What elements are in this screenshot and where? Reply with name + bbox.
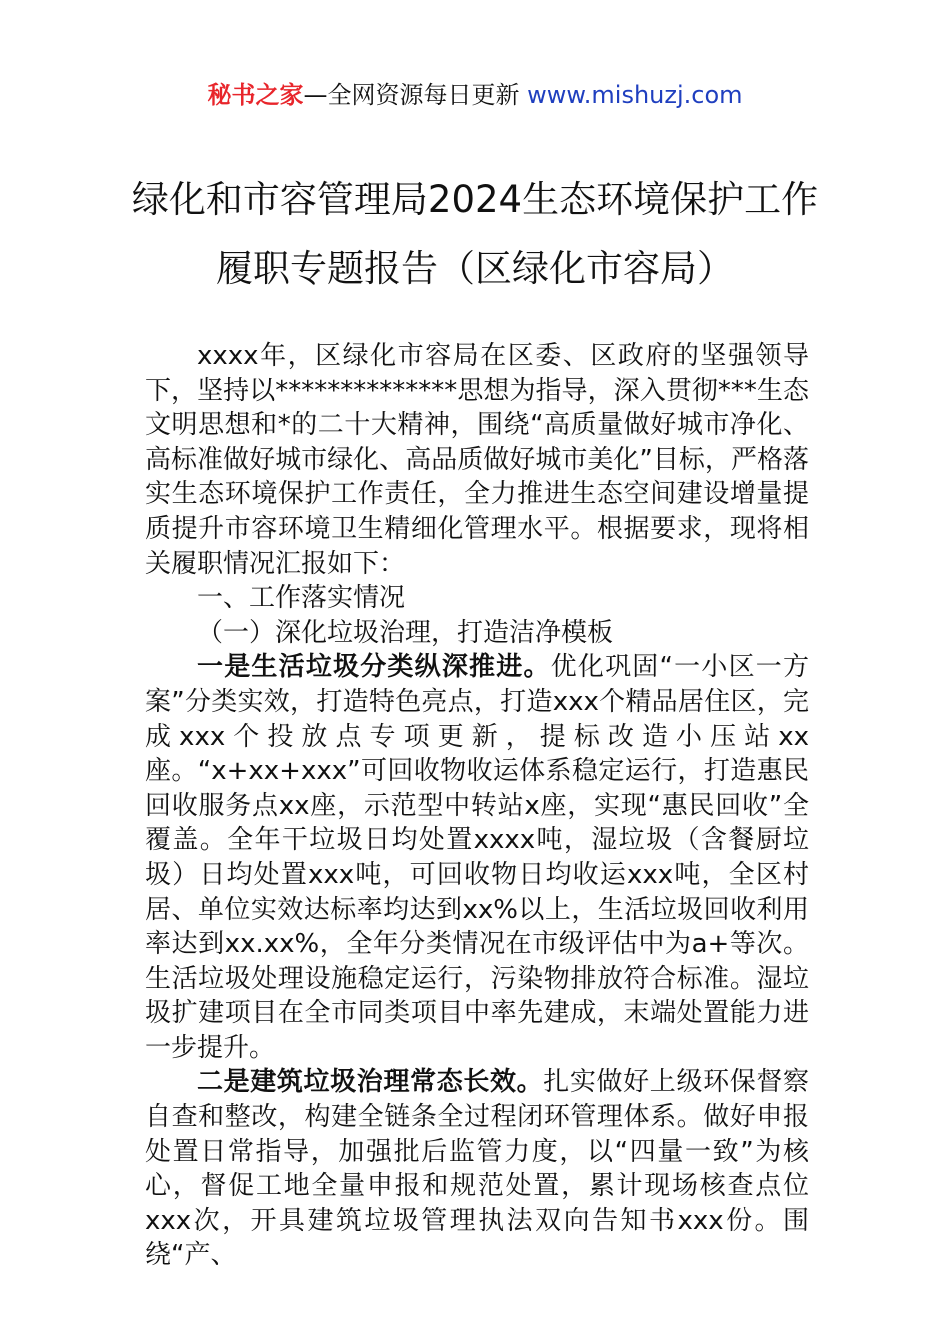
site-header [0, 78, 950, 112]
intro-paragraph: xxxx年，区绿化市容局在区委、区政府的坚强领导下，坚持以**************思想为指导，深入贯彻***生态文明思想和*的二十大精神，围绕“高质量做好城市净化、高标准做好城市绿化、高品质做好城市美化”目标，严格落实生态环境保护工作责任，全力推进生态空间建设增量提质提升市容环境卫生精细化管理水平。根据要求，现将相关履职情况汇报如下： [145, 341, 809, 579]
header-slogan: —全网资源每日更新 [303, 81, 528, 109]
item-2-text: 扎实做好上级环保督察自查和整改，构建全链条全过程闭环管理体系。做好申报处置日常指导，加强批后监管力度，以“四量一致”为核心，督促工地全量申报和规范处置，累计现场核查点位xxx次，开具建筑垃圾管理执法双向告知书xxx份。围绕“产、 [145, 1067, 809, 1271]
brand-name: 秘书之家 [207, 81, 304, 109]
item-1-paragraph [145, 650, 809, 1065]
document-body [145, 339, 809, 1273]
item-2-paragraph [145, 1065, 809, 1273]
section-heading-1: 一、工作落实情况 [197, 583, 406, 614]
item-1-lead: 一是生活垃圾分类纵深推进。 [197, 652, 551, 683]
document-title-line-1: 绿化和市容管理局2024生态环境保护工作 [131, 178, 819, 221]
item-1-text: 优化巩固“一小区一方案”分类实效，打造特色亮点，打造xxx个精品居住区，完成xxx个投放点专项更新，提标改造小压站xx座。“x+xx+xxx”可回收物收运体系稳定运行，打造惠民回收服务点xx座，示范型中转站x座，实现“惠民回收”全覆盖。全年干垃圾日均处置xxxx吨，湿垃圾（含餐厨垃圾）日均处置xxx吨，可回收物日均收运xxx吨，全区村居、单位实效达标率均达到xx%以上，生活垃圾回收利用率达到xx.xx%，全年分类情况在市级评估中为a+等次。生活垃圾处理设施稳定运行，污染物排放符合标准。湿垃圾扩建项目在全市同类项目中率先建成，末端处置能力进一步提升。 [145, 652, 809, 1063]
item-2-lead: 二是建筑垃圾治理常态长效。 [197, 1067, 544, 1098]
document-title-line-2: 履职专题报告（区绿化市容局） [216, 247, 734, 290]
site-link[interactable]: www.mishuzj.com [527, 81, 743, 109]
subsection-heading-1: （一）深化垃圾治理，打造洁净模板 [197, 617, 614, 648]
